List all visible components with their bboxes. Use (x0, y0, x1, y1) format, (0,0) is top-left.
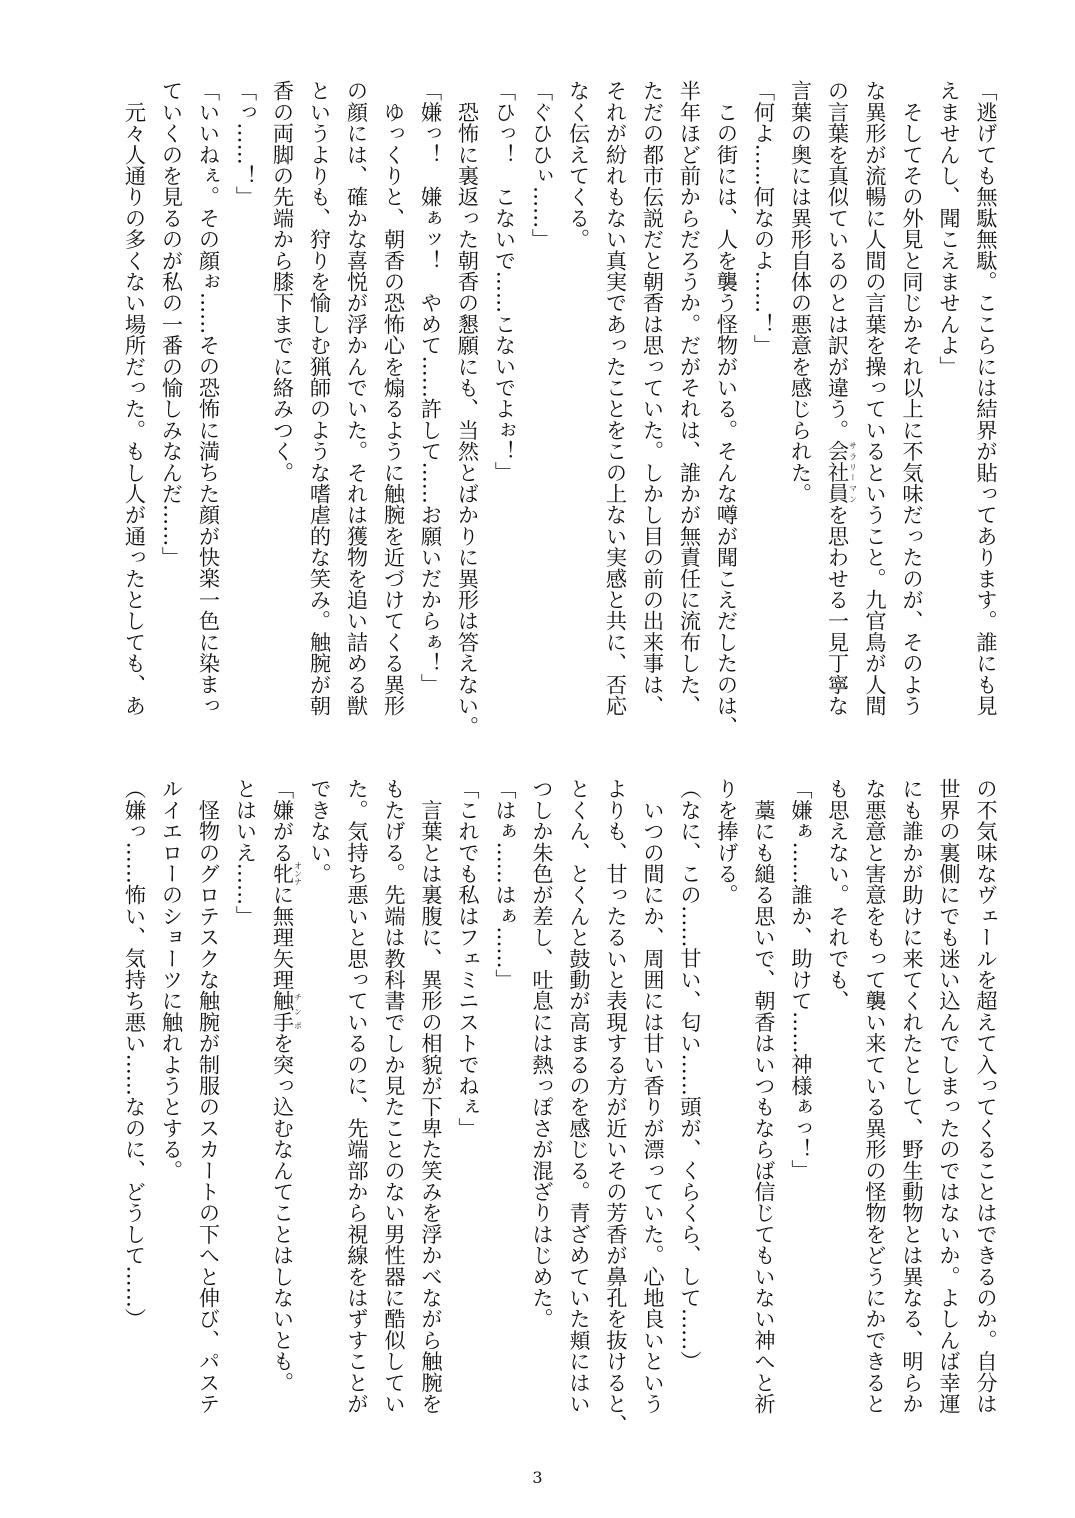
text-line (968, 80, 1005, 730)
text-segment: 世界の裏側にでも迷い込んでしまったのではないか。よしんば幸運 (937, 778, 962, 1414)
ruby-annotation (825, 440, 858, 505)
text-line (413, 778, 450, 1448)
ruby-text: オンナ (293, 861, 303, 886)
page-number: 3 (532, 1468, 543, 1487)
text-segment: 「いいねぇ。その顔ぉ……その恐怖に満ちた顔が快楽一色に染まっ (196, 80, 222, 716)
text-segment: りを捧げる。 (715, 778, 740, 906)
text-line (376, 778, 413, 1448)
text-line (154, 778, 191, 1448)
text-segment: （なに、この……甘い、匂い……頭が、くらくら、して……） (678, 778, 703, 1372)
text-line (302, 778, 339, 1448)
text-segment: とくん、とくんと鼓動が高まるのを感じる。青ざめていた頬にはい (567, 778, 592, 1414)
text-line (117, 778, 154, 1448)
text-segment: に無理矢理 (270, 884, 296, 991)
text-line (635, 80, 672, 730)
text-line (228, 778, 265, 1448)
text-segment: 「逃げても無駄無駄。ここらには結界が貼ってあります。誰にも見 (974, 80, 999, 716)
ruby-base: 会社員 (825, 440, 851, 505)
text-line (820, 778, 857, 1448)
upper-text-tier (115, 80, 1005, 738)
text-line (746, 778, 783, 1448)
text-segment: の不気味なヴェールを超えて入ってくることはできるのか。自分は (974, 778, 999, 1414)
text-line (746, 80, 783, 730)
text-segment: 「嫌っ！ 嫌ぁッ！ やめて……許して……お願いだからぁ！」 (418, 80, 444, 695)
ruby-annotation (270, 990, 303, 1033)
text-line (117, 80, 154, 730)
text-segment: ルイエローのショーツに触れようとする。 (159, 778, 185, 1181)
text-segment: 半年ほど前からだろうか。だがそれは、誰かが無責任に流布した、 (677, 80, 703, 716)
text-segment: とはいえ……」 (233, 778, 259, 927)
text-line (487, 778, 524, 1448)
text-segment: 「嫌ぁ……誰か、助けて……神様ぁっ！」 (789, 778, 814, 1181)
text-line (709, 778, 746, 1448)
ruby-text: サラリーマン (848, 440, 858, 505)
text-line (339, 778, 376, 1448)
text-line (783, 80, 820, 730)
text-line (302, 80, 339, 730)
text-segment: そしてその外見と同じかそれ以上に不気味だったのが、そのよう (900, 80, 925, 716)
text-line (154, 80, 191, 730)
text-line (450, 778, 487, 1448)
text-line (191, 80, 228, 730)
text-segment: 言葉とは裏腹に、異形の相貌が下卑た笑みを浮かべながら触腕を (419, 778, 444, 1414)
text-line (820, 80, 858, 730)
text-segment: 「これでも私はフェミニストでねぇ」 (456, 778, 481, 1139)
text-segment: 「っ……！」 (233, 80, 259, 208)
text-line (931, 778, 968, 1448)
text-line (709, 80, 746, 738)
text-segment: 恐怖に裏返った朝香の懇願にも、当然とばかりに異形は答えない。 (455, 80, 481, 738)
text-segment: 香の両脚の先端から膝下までに絡みつく。 (270, 80, 296, 483)
text-line (598, 80, 635, 730)
text-segment: 元々人通りの多くない場所だった。もし人が通ったとしても、あ (122, 80, 148, 716)
text-line (635, 778, 672, 1448)
ruby-base: 牝 (270, 861, 296, 886)
text-line (376, 80, 413, 730)
text-line (672, 80, 709, 730)
text-segment: な異形が流暢に人間の言葉を操っているということ。九官鳥が人間 (863, 80, 888, 716)
text-line (931, 80, 968, 730)
ruby-base: 触手 (270, 990, 296, 1033)
text-line (857, 778, 894, 1448)
text-line (450, 80, 487, 738)
text-segment: にも誰かが助けに来てくれたとして、野生動物とは異なる、明らか (900, 778, 925, 1414)
text-segment: 「何よ……何なのよ……！」 (751, 80, 777, 356)
text-segment: えませんし、聞こえませんよ」 (937, 80, 962, 377)
text-line (413, 80, 450, 730)
ruby-annotation (270, 861, 303, 886)
text-segment: 「嫌がる (270, 778, 296, 863)
text-segment: なく伝えてくる。 (566, 80, 592, 250)
text-line (524, 80, 561, 730)
text-line (339, 80, 376, 730)
text-line (524, 778, 561, 1448)
text-line (783, 778, 820, 1448)
text-line (191, 778, 228, 1448)
text-segment: できない。 (308, 778, 333, 884)
text-line (672, 778, 709, 1448)
text-segment: 「ひっ！ こないで……こないでよぉ！」 (492, 80, 518, 483)
text-line (487, 80, 524, 730)
text-segment: それが紛れもない真実であったことをこの上ない実感と共に、否応 (603, 80, 629, 716)
text-segment: ゆっくりと、朝香の恐怖心を煽るように触腕を近づけてくる異形 (381, 80, 407, 716)
text-segment: を思わせる一見丁寧な (825, 504, 851, 717)
text-segment: の顔には、確かな喜悦が浮かんでいた。それは獲物を追い詰める獣 (344, 80, 370, 716)
text-segment: よりも、甘ったるいと表現する方が近いその芳香が鼻孔を抜けると、 (604, 778, 629, 1436)
text-segment: もたげる。先端は教科書でしか見たことのない男性器に酷似してい (382, 778, 407, 1414)
text-line (561, 778, 598, 1448)
text-line (265, 778, 303, 1448)
text-segment: な悪意と害意をもって襲い来ている異形の怪物をどうにかできると (863, 778, 888, 1414)
text-line (228, 80, 265, 730)
text-segment: というよりも、狩りを愉しむ猟師のような嗜虐的な笑み。触腕が朝 (307, 80, 333, 716)
text-segment: 「ぐひひぃ……」 (529, 80, 555, 250)
ruby-text: チンポ (293, 990, 303, 1033)
text-line (857, 80, 894, 730)
text-segment: も思えない。それでも、 (826, 778, 851, 1012)
text-segment: を突っ込むなんてことはしないとも。 (270, 1032, 296, 1393)
text-segment: の言葉を真似ているのとは訳が違う。 (825, 80, 851, 441)
text-segment: つしか朱色が差し、吐息には熱っぽさが混ざりはじめた。 (530, 778, 555, 1330)
text-line (894, 778, 931, 1448)
text-segment: 怪物のグロテスクな触腕が制服のスカートの下へと伸び、パステ (196, 778, 222, 1414)
text-line (968, 778, 1005, 1448)
text-segment: ていくのを見るのが私の一番の愉しみなんだ……」 (159, 80, 185, 568)
lower-text-tier (115, 778, 1005, 1448)
text-line (561, 80, 598, 730)
text-segment: 「はぁ……はぁ……」 (493, 778, 518, 990)
text-segment: 藁にも縋る思いで、朝香はいつもならば信じてもいない神へと祈 (752, 778, 777, 1414)
text-segment: た。気持ち悪いと思っているのに、先端部から視線をはずすことが (345, 778, 370, 1414)
text-segment: この街には、人を襲う怪物がいる。そんな噂が聞こえだしたのは、 (714, 80, 740, 738)
text-line (265, 80, 302, 730)
text-line (598, 778, 635, 1448)
text-line (894, 80, 931, 730)
text-segment: （嫌っ……怖い、気持ち悪い……なのに、どうして……） (122, 778, 148, 1330)
text-segment: ただの都市伝説だと朝香は思っていた。しかし目の前の出来事は、 (640, 80, 666, 716)
text-segment: 言葉の奥には異形自体の悪意を感じられた。 (788, 80, 814, 504)
text-segment: いつの間にか、周囲には甘い香りが漂っていた。心地良いという (641, 778, 666, 1414)
